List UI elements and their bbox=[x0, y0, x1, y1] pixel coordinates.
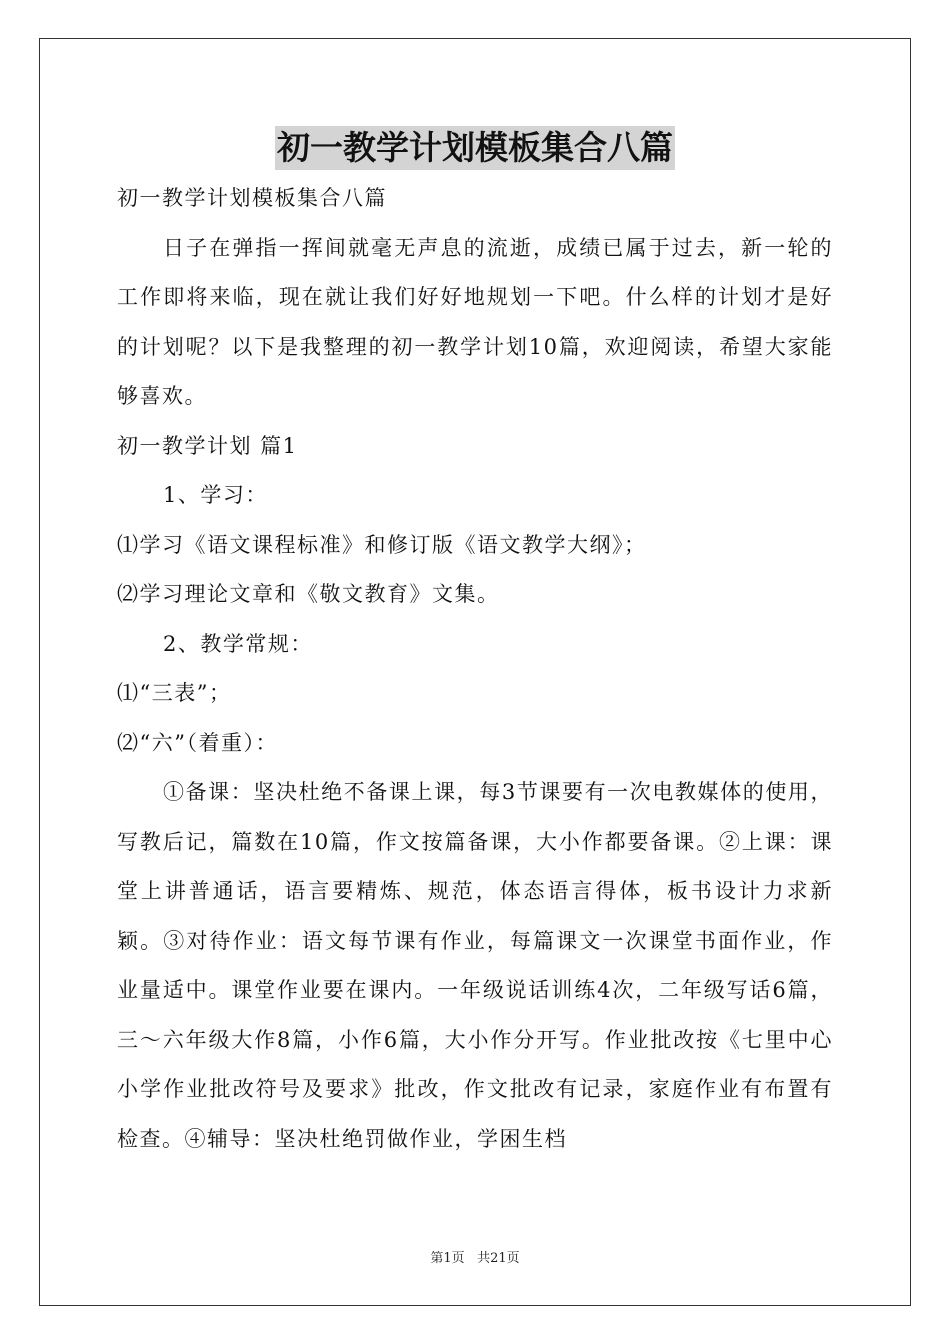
list-item: ⑴“三表”； bbox=[117, 681, 232, 705]
page-footer bbox=[0, 1247, 950, 1266]
list-item: ⑴学习《语文课程标准》和修订版《语文教学大纲》； bbox=[117, 532, 647, 557]
page-total: 共21页 bbox=[477, 1251, 520, 1266]
intro-paragraph: 日子在弹指一挥间就毫无声息的流逝，成绩已属于过去，新一轮的工作即将来临，现在就让我们好好地规划一下吧。什么样的计划才是好的计划呢？以下是我整理的初一教学计划10篇，欢迎阅读，希望大家能够喜欢。 bbox=[117, 235, 833, 408]
document-title-text: 初一教学计划模板集合八篇 bbox=[275, 126, 675, 170]
document-body bbox=[117, 174, 833, 1164]
list-item: ⑵“六”（着重）： bbox=[117, 730, 278, 755]
body-paragraph: ①备课：坚决杜绝不备课上课，每3节课要有一次电教媒体的使用，写教后记，篇数在10篇，作文按篇备课，大小作都要备课。②上课：课堂上讲普通话，语言要精炼、规范，体态语言得体，板书设计力求新颖。③对待作业：语文每节课有作业，每篇课文一次课堂书面作业，作业量适中。课堂作业要在课内。一年级说话训练4次，二年级写话6篇，三～六年级大作8篇，小作6篇，大小作分开写。作业批改按《七里中心小学作业批改符号及要求》批改，作文批改有记录，家庭作业有布置有检查。④辅导：坚决杜绝罚做作业，学困生档 bbox=[117, 780, 833, 1151]
list-item: ⑵学习理论文章和《敬文教育》文集。 bbox=[117, 582, 500, 606]
list-item: 2、教学常规： bbox=[163, 631, 313, 656]
subtitle: 初一教学计划模板集合八篇 bbox=[117, 186, 387, 210]
page-number: 第1页 bbox=[430, 1251, 465, 1266]
section-heading: 初一教学计划 篇1 bbox=[117, 433, 298, 458]
list-item: 1、学习： bbox=[163, 483, 268, 507]
document-title bbox=[0, 126, 950, 170]
